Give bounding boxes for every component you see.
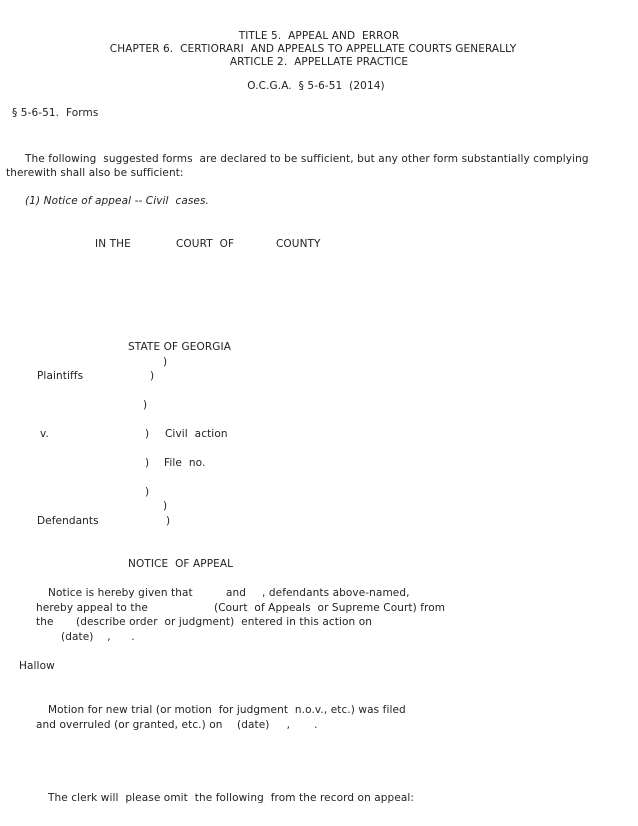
notice-line-2a: hereby appeal to the	[36, 602, 148, 614]
file-no-label: File no.	[164, 457, 206, 469]
defendants-label: Defendants	[37, 515, 99, 527]
motion-line-2a: and overruled (or granted, etc.) on	[36, 719, 223, 731]
section-heading: § 5-6-51. Forms	[12, 107, 99, 119]
form-heading: (1) Notice of appeal -- Civil cases.	[25, 195, 209, 207]
caption-paren: )	[145, 486, 150, 498]
motion-line-2b: (date) , .	[237, 719, 318, 731]
caption-paren: )	[143, 399, 148, 411]
state-of-georgia: STATE OF GEORGIA	[128, 341, 232, 353]
civil-action-label: Civil action	[165, 428, 228, 440]
intro-line-2: therewith shall also be sufficient:	[6, 167, 184, 179]
court-of: COURT OF	[176, 238, 235, 250]
notice-line-3a: the	[36, 616, 54, 628]
motion-line-1: Motion for new trial (or motion for judgment n.o.v., etc.) was filed	[48, 704, 406, 716]
caption-paren: )	[163, 500, 168, 512]
court-county: COUNTY	[276, 238, 321, 250]
court-in-the: IN THE	[95, 238, 131, 250]
caption-paren: )	[145, 457, 150, 469]
notice-line-1b: , defendants above-named,	[262, 587, 410, 599]
notice-line-1a: Notice is hereby given that	[48, 587, 193, 599]
hallow-text: Hallow	[19, 660, 55, 672]
article-heading: ARTICLE 2. APPELLATE PRACTICE	[229, 56, 409, 68]
intro-line-1: The following suggested forms are declared to be sufficient, but any other form substantially complying	[25, 153, 589, 165]
notice-and: and	[226, 587, 247, 599]
statute-citation: O.C.G.A. § 5-6-51 (2014)	[247, 80, 385, 92]
chapter-heading: CHAPTER 6. CERTIORARI AND APPEALS TO APPELLATE COURTS GENERALLY	[109, 43, 517, 55]
notice-line-3b: (describe order or judgment) entered in this action on	[76, 616, 373, 628]
title-heading: TITLE 5. APPEAL AND ERROR	[238, 30, 400, 42]
caption-paren: )	[166, 515, 171, 527]
caption-paren: )	[145, 428, 150, 440]
caption-paren: )	[150, 370, 155, 382]
notice-title: NOTICE OF APPEAL	[128, 558, 234, 570]
caption-paren: )	[163, 356, 168, 368]
plaintiffs-label: Plaintiffs	[37, 370, 84, 382]
versus-label: v.	[40, 428, 49, 440]
clerk-instruction: The clerk will please omit the following from the record on appeal:	[48, 792, 415, 804]
notice-line-4: (date) , .	[61, 631, 135, 643]
notice-line-2b: (Court of Appeals or Supreme Court) from	[214, 602, 446, 614]
